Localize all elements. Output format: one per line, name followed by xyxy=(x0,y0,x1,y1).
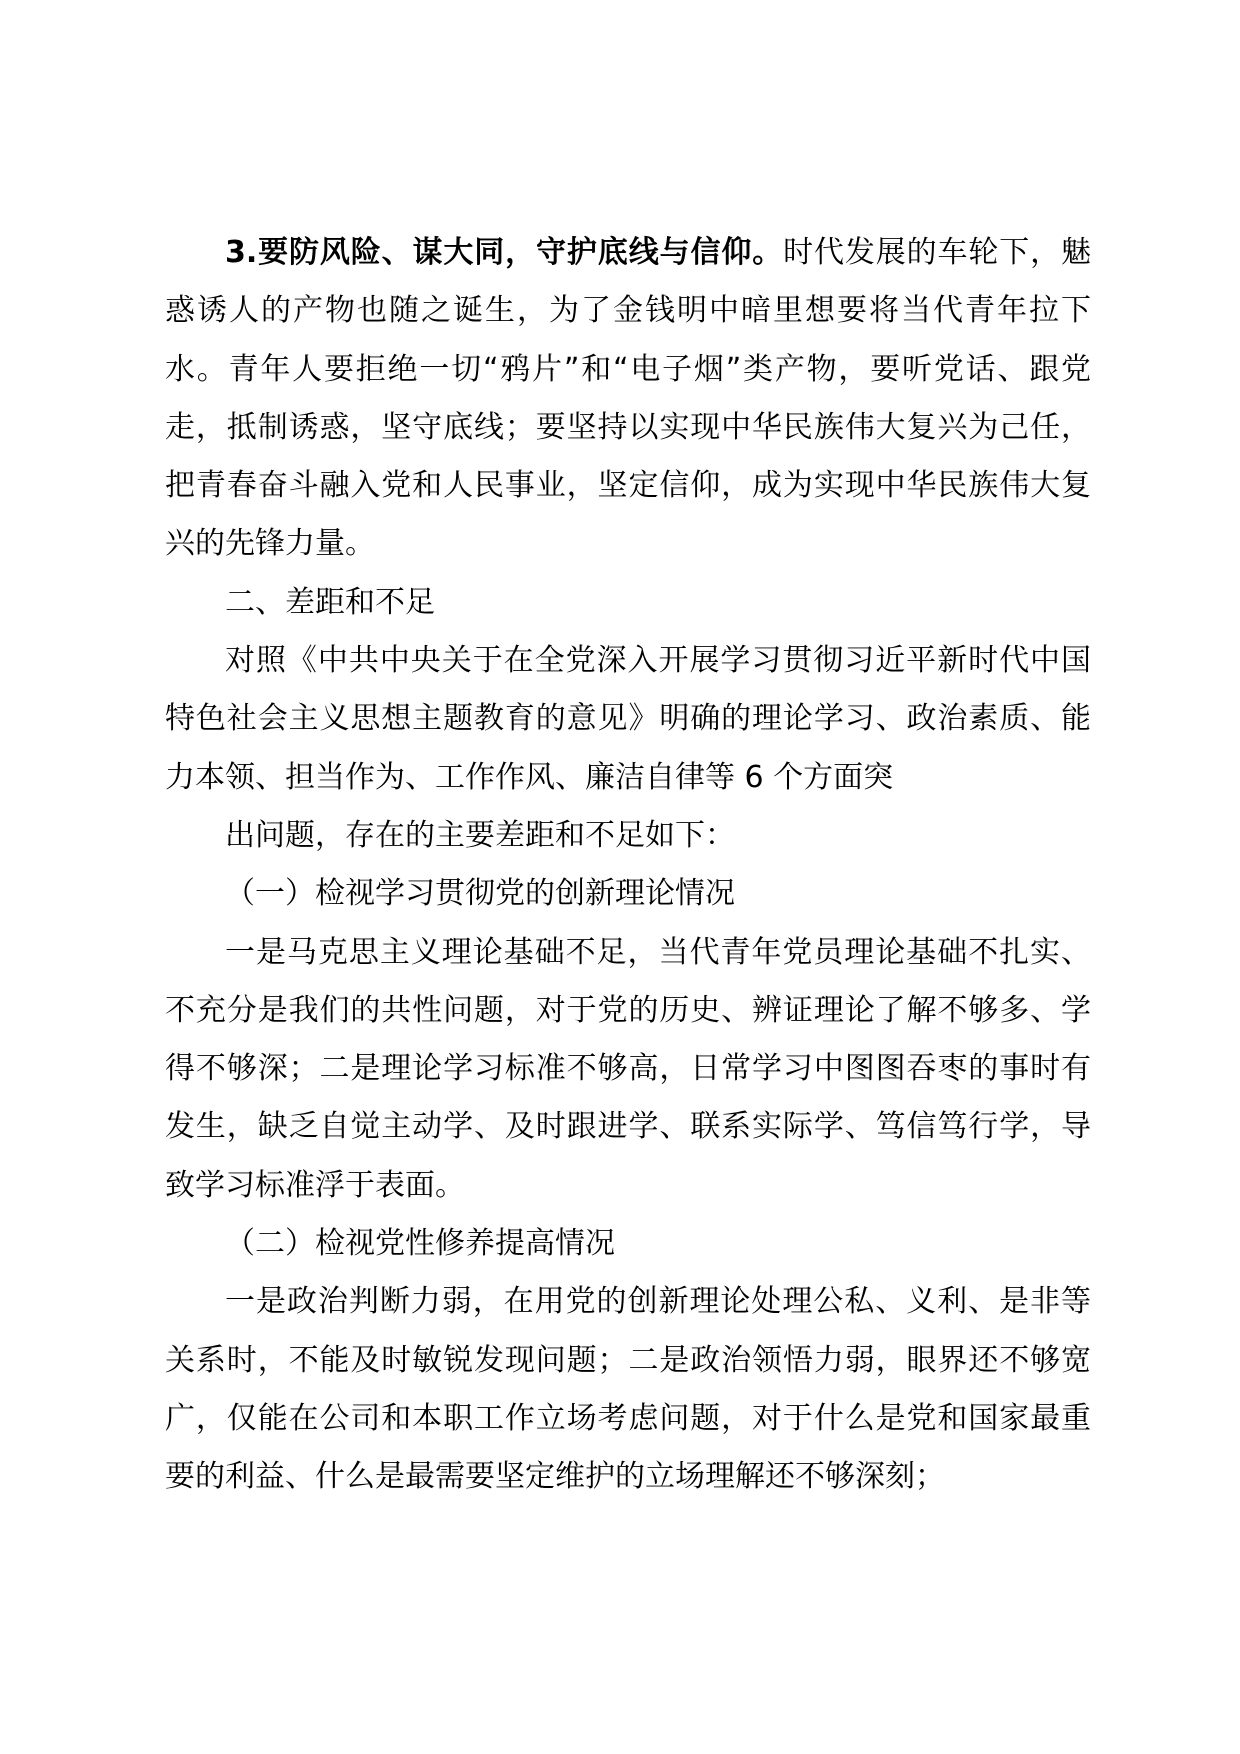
paragraph-party-spirit-issues: 一是政治判断力弱，在用党的创新理论处理公私、义利、是非等关系时，不能及时敏锐发现问题；二是政治领悟力弱，眼界还不够宽广，仅能在公司和本职工作立场考虑问题，对于什么是党和国家最重要的利益、什么是最需要坚定维护的立场理解还不够深刻； xyxy=(165,1284,1091,1495)
paragraph-text: 时代发展的车轮下，魅惑诱人的产物也随之诞生，为了金钱明中暗里想要将当代青年拉下水。青年人要拒绝一切“鸦片”和“电子烟”类产物，要听党话、跟党走，抵制诱惑，坚守底线；要坚持以实现中华民族伟大复兴为己任，把青春奋斗融入党和人民事业，坚定信仰，成为实现中华民族伟大复兴的先锋力量。 xyxy=(165,235,1091,562)
document-body xyxy=(165,224,1091,1507)
paragraph-theory-issues: 一是马克思主义理论基础不足，当代青年党员理论基础不扎实、不充分是我们的共性问题，对于党的历史、辨证理论了解不够多、学得不够深；二是理论学习标准不够高，日常学习中图图吞枣的事时有发生，缺乏自觉主动学、及时跟进学、联系实际学、笃信笃行学，导致学习标准浮于表面。 xyxy=(165,934,1091,1203)
subsection-title-theory: （一）检视学习贯彻党的创新理论情况 xyxy=(225,876,735,912)
subsection-title-party-spirit: （二）检视党性修养提高情况 xyxy=(225,1226,615,1262)
paragraph-risk-prevention xyxy=(165,224,1091,574)
paragraph-lead-heading: 3.要防风险、谋大同，守护底线与信仰。 xyxy=(225,235,784,270)
section-title-gaps: 二、差距和不足 xyxy=(225,584,435,620)
paragraph-comparison-continued: 出问题，存在的主要差距和不足如下： xyxy=(225,817,735,853)
paragraph-comparison: 对照《中共中央关于在全党深入开展学习贯彻习近平新时代中国特色社会主义思想主题教育的意见》明确的理论学习、政治素质、能力本领、担当作为、工作作风、廉洁自律等 6 个方面突 xyxy=(165,643,1091,795)
